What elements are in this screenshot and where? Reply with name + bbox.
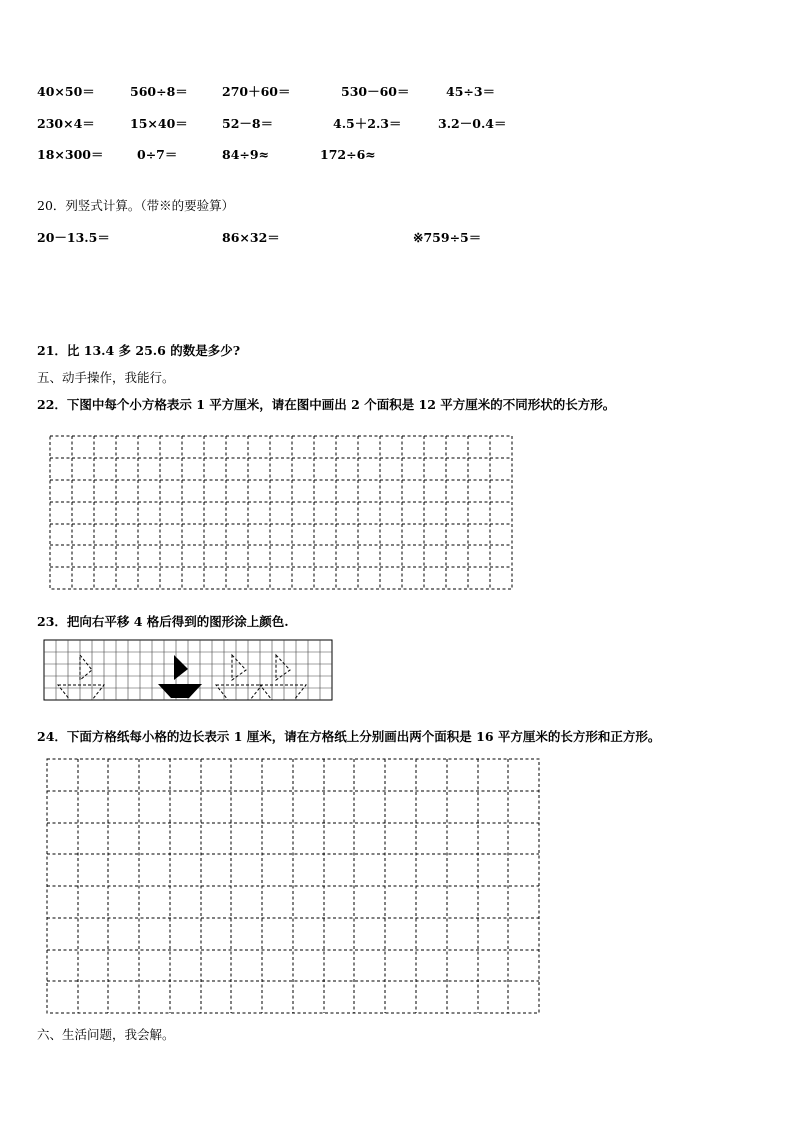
question-20-title: 20．列竖式计算。（带※的要验算） xyxy=(37,198,235,213)
boat-solid-shape xyxy=(158,655,202,698)
section-5-title: 五、动手操作，我能行。 xyxy=(37,370,175,385)
calc-item: 40×50＝ xyxy=(37,84,95,99)
calc-item: 3.2－0.4＝ xyxy=(438,116,507,131)
calc-item: 52－8＝ xyxy=(222,116,274,131)
section-6-title: 六、生活问题，我会解。 xyxy=(37,1027,175,1042)
calc-item: 0÷7＝ xyxy=(137,147,178,162)
boat-dashed-outline xyxy=(216,655,262,700)
calc-item: 230×4＝ xyxy=(37,116,95,131)
calc-item: 270＋60＝ xyxy=(222,84,291,99)
question-21-text: 21．比 13.4 多 25.6 的数是多少? xyxy=(37,343,241,358)
calc-item: 18×300＝ xyxy=(37,147,104,162)
vertical-calc-item: 86×32＝ xyxy=(222,230,280,245)
grid-q22 xyxy=(50,436,512,589)
boat-dashed-outline xyxy=(58,655,104,700)
calc-item: 530－60＝ xyxy=(341,84,410,99)
grid-q24 xyxy=(47,759,539,1013)
vertical-calc-item: ※759÷5＝ xyxy=(413,230,482,245)
boat-dashed-outline xyxy=(260,655,306,700)
calc-item: 15×40＝ xyxy=(130,116,188,131)
question-23-text: 23．把向右平移 4 格后得到的图形涂上颜色. xyxy=(37,614,289,629)
calc-item: 45÷3＝ xyxy=(446,84,496,99)
question-24-text: 24．下面方格纸每小格的边长表示 1 厘米，请在方格纸上分别画出两个面积是 16 平方厘米的长方形和正方形。 xyxy=(37,729,661,744)
question-22-text: 22．下图中每个小方格表示 1 平方厘米，请在图中画出 2 个面积是 12 平方厘米的不同形状的长方形。 xyxy=(37,397,616,412)
vertical-calc-item: 20－13.5＝ xyxy=(37,230,110,245)
calc-item: 560÷8＝ xyxy=(130,84,188,99)
calc-item: 4.5＋2.3＝ xyxy=(333,116,402,131)
calc-item: 84÷9≈ xyxy=(222,147,270,162)
calc-item: 172÷6≈ xyxy=(320,147,376,162)
